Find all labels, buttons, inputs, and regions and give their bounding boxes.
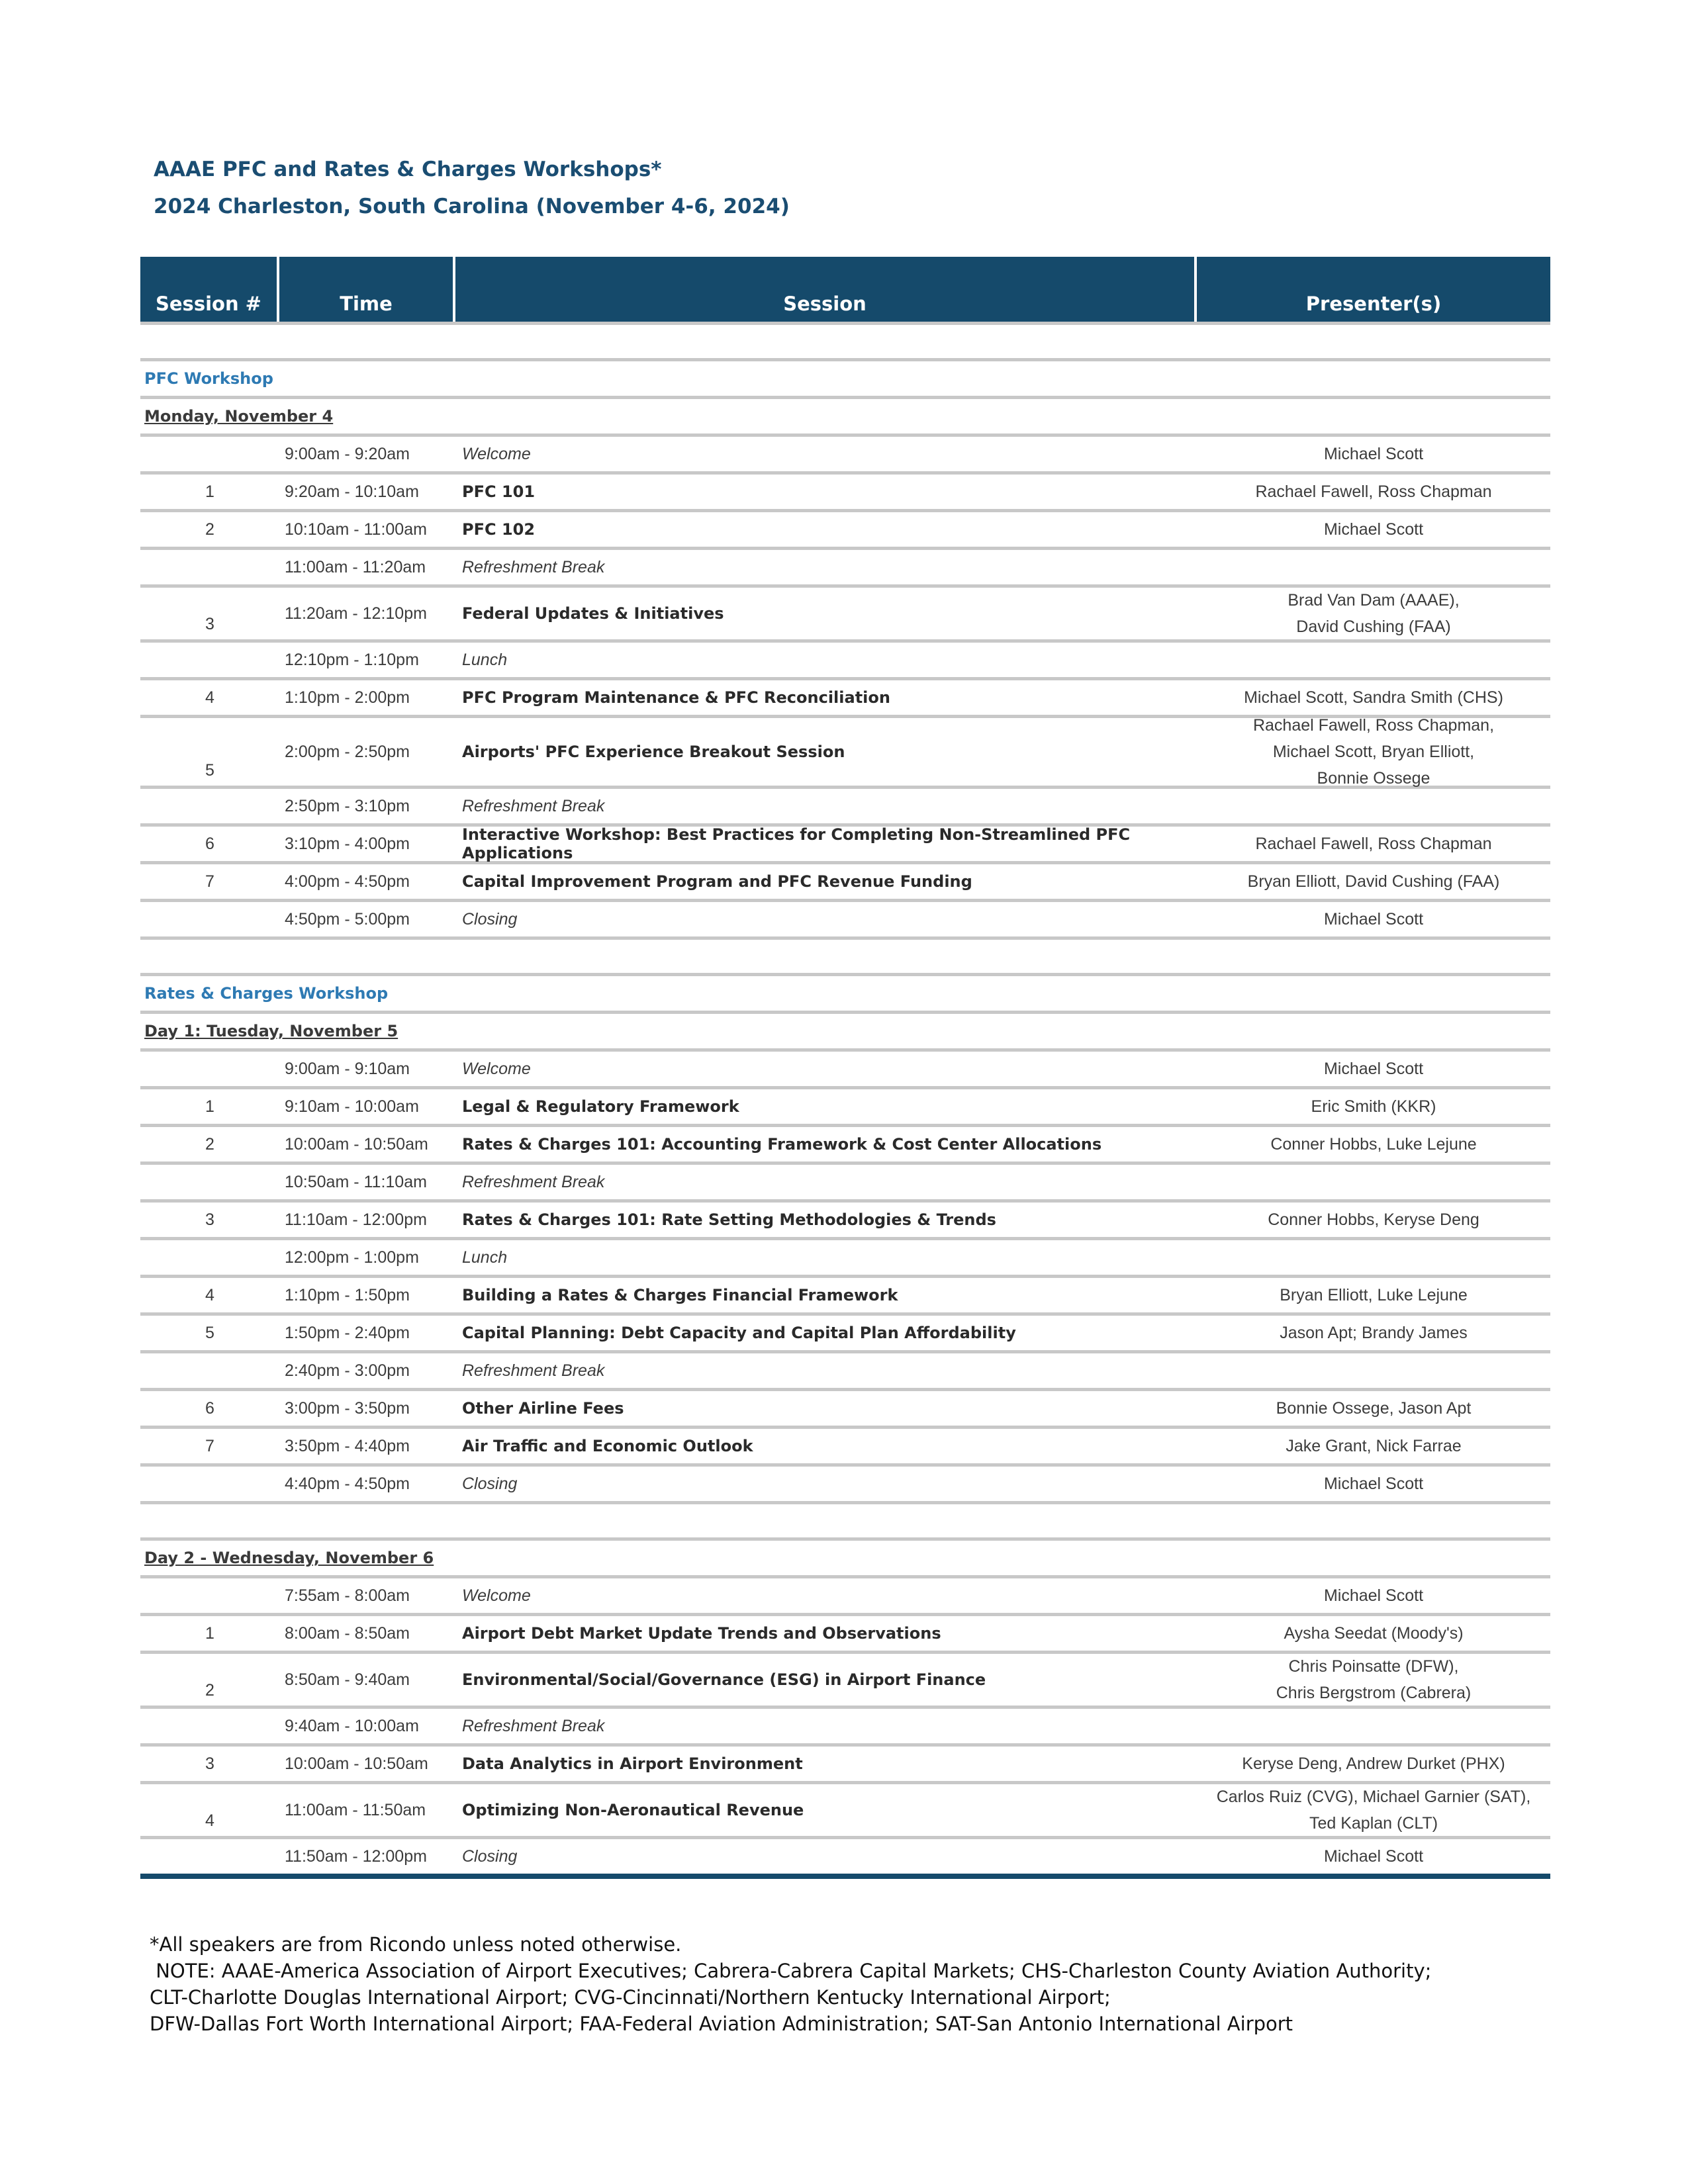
presenter-line: Ted Kaplan (CLT) <box>1309 1814 1438 1833</box>
session-number <box>140 1353 279 1388</box>
session-title: Lunch <box>462 1248 508 1267</box>
table-row <box>140 1839 1550 1879</box>
table-row <box>140 1429 1550 1467</box>
table-row <box>140 1616 1550 1654</box>
presenter-line: Chris Poinsatte (DFW), <box>1288 1657 1459 1676</box>
session-number <box>140 789 279 823</box>
title-line-1: AAAE PFC and Rates & Charges Workshops* <box>154 158 662 181</box>
session-number: 1 <box>205 1097 214 1116</box>
session-presenter <box>1197 1165 1550 1199</box>
table-row <box>140 550 1550 588</box>
session-time: 3:50pm - 4:40pm <box>285 1436 410 1455</box>
table-row <box>140 827 1550 864</box>
session-number: 5 <box>205 761 214 780</box>
session-presenter <box>1197 1353 1550 1388</box>
session-time: 9:00am - 9:20am <box>285 444 410 463</box>
document-title <box>154 151 790 225</box>
session-presenter: Aysha Seedat (Moody's) <box>1284 1624 1464 1643</box>
table-row <box>140 1784 1550 1839</box>
session-title: Legal & Regulatory Framework <box>462 1097 739 1116</box>
session-title: Welcome <box>462 1059 531 1078</box>
session-time: 1:50pm - 2:40pm <box>285 1323 410 1342</box>
table-row <box>140 1089 1550 1127</box>
session-time: 12:10pm - 1:10pm <box>285 650 419 669</box>
table-row <box>140 588 1550 643</box>
session-time: 9:40am - 10:00am <box>285 1716 419 1735</box>
presenter-line: Michael Scott, Bryan Elliott, <box>1272 743 1475 761</box>
session-title: Closing <box>462 1846 518 1866</box>
session-number <box>140 643 279 677</box>
session-time: 4:00pm - 4:50pm <box>285 872 410 891</box>
session-presenter: Michael Scott <box>1323 1475 1424 1493</box>
column-header-presenters: Presenter(s) <box>1305 293 1442 315</box>
session-number: 4 <box>205 1811 214 1830</box>
table-row <box>140 1467 1550 1504</box>
session-time: 9:20am - 10:10am <box>285 482 419 501</box>
session-number: 6 <box>205 1398 214 1418</box>
session-number: 1 <box>205 1623 214 1643</box>
session-number: 5 <box>205 1323 214 1342</box>
table-row <box>140 1353 1550 1391</box>
session-number: 1 <box>205 482 214 501</box>
table-row <box>140 1127 1550 1165</box>
presenter-line: Bonnie Ossege <box>1317 769 1430 788</box>
session-presenter <box>1197 789 1550 823</box>
session-number <box>140 550 279 584</box>
session-number: 2 <box>205 520 214 539</box>
session-presenter <box>1197 1240 1550 1275</box>
table-row <box>140 1165 1550 1203</box>
session-number <box>140 1839 279 1874</box>
session-number <box>140 1052 279 1086</box>
session-time: 2:50pm - 3:10pm <box>285 796 410 815</box>
session-presenter: Michael Scott <box>1323 1586 1424 1605</box>
session-time: 11:00am - 11:20am <box>285 557 426 576</box>
session-time: 2:00pm - 2:50pm <box>285 742 410 761</box>
table-row <box>140 1709 1550 1747</box>
session-number <box>140 437 279 471</box>
table-row <box>140 1278 1550 1316</box>
day-heading-monday: Monday, November 4 <box>140 399 1550 437</box>
session-title: Data Analytics in Airport Environment <box>462 1754 803 1773</box>
session-number: 7 <box>205 1436 214 1455</box>
session-title: Lunch <box>462 650 508 669</box>
session-time: 11:50am - 12:00pm <box>285 1846 427 1866</box>
presenter-line: David Cushing (FAA) <box>1296 617 1451 636</box>
footnote-line: DFW-Dallas Fort Worth International Airport; FAA-Federal Aviation Administration; SAT-San Antonio International Airport <box>150 2013 1293 2035</box>
session-presenter <box>1197 1784 1550 1836</box>
session-presenter: Jake Grant, Nick Farrae <box>1286 1437 1462 1455</box>
table-row <box>140 1578 1550 1616</box>
session-number: 4 <box>205 688 214 707</box>
session-number <box>140 1240 279 1275</box>
session-title: Closing <box>462 1474 518 1493</box>
session-title: Welcome <box>462 1586 531 1605</box>
table-header <box>140 257 1550 325</box>
session-title: PFC 101 <box>462 482 536 501</box>
session-time: 10:00am - 10:50am <box>285 1754 428 1773</box>
session-presenter: Michael Scott <box>1323 520 1424 539</box>
session-title: Rates & Charges 101: Rate Setting Methodologies & Trends <box>462 1210 996 1229</box>
session-title: Welcome <box>462 444 531 463</box>
session-presenter: Conner Hobbs, Luke Lejune <box>1270 1135 1477 1154</box>
session-presenter: Rachael Fawell, Ross Chapman <box>1255 835 1492 853</box>
session-title: Refreshment Break <box>462 1172 605 1191</box>
session-time: 3:10pm - 4:00pm <box>285 834 410 853</box>
session-time: 8:00am - 8:50am <box>285 1623 410 1643</box>
table-row <box>140 437 1550 475</box>
session-title: Closing <box>462 909 518 929</box>
footnotes <box>150 1931 1431 2037</box>
session-time: 2:40pm - 3:00pm <box>285 1361 410 1380</box>
title-line-2: 2024 Charleston, South Carolina (November 4-6, 2024) <box>154 195 790 218</box>
table-row <box>140 864 1550 902</box>
session-number <box>140 1467 279 1501</box>
session-title: PFC Program Maintenance & PFC Reconciliation <box>462 688 890 707</box>
table-row <box>140 1240 1550 1278</box>
session-presenter: Bryan Elliott, Luke Lejune <box>1280 1286 1468 1304</box>
table-row <box>140 1391 1550 1429</box>
column-header-session-number: Session # <box>140 257 279 322</box>
session-title: Capital Improvement Program and PFC Revenue Funding <box>462 872 972 891</box>
session-title: Air Traffic and Economic Outlook <box>462 1437 753 1455</box>
session-presenter <box>1197 588 1550 639</box>
session-time: 11:20am - 12:10pm <box>285 604 427 623</box>
session-title: PFC 102 <box>462 520 536 539</box>
table-row <box>140 1654 1550 1709</box>
day-heading-tuesday: Day 1: Tuesday, November 5 <box>140 1014 1550 1052</box>
session-time: 3:00pm - 3:50pm <box>285 1398 410 1418</box>
schedule-table <box>140 257 1550 1879</box>
spacer-row <box>140 940 1550 976</box>
session-number: 2 <box>205 1681 214 1700</box>
session-time: 7:55am - 8:00am <box>285 1586 410 1605</box>
session-title: Airport Debt Market Update Trends and Observations <box>462 1624 941 1643</box>
session-time: 10:10am - 11:00am <box>285 520 427 539</box>
session-time: 8:50am - 9:40am <box>285 1670 410 1689</box>
session-number <box>140 1165 279 1199</box>
column-header-session: Session <box>455 257 1197 322</box>
section-heading-rates-charges: Rates & Charges Workshop <box>140 976 1550 1014</box>
session-time: 10:50am - 11:10am <box>285 1172 427 1191</box>
session-presenter <box>1197 1654 1550 1706</box>
session-title: Refreshment Break <box>462 1716 605 1735</box>
session-number: 4 <box>205 1285 214 1304</box>
table-row <box>140 643 1550 680</box>
session-title: Other Airline Fees <box>462 1399 624 1418</box>
table-row <box>140 1052 1550 1089</box>
session-title: Building a Rates & Charges Financial Framework <box>462 1286 898 1304</box>
session-presenter: Bryan Elliott, David Cushing (FAA) <box>1247 872 1500 891</box>
session-presenter: Rachael Fawell, Ross Chapman <box>1255 482 1492 501</box>
session-number: 6 <box>205 834 214 853</box>
session-presenter: Conner Hobbs, Keryse Deng <box>1268 1210 1479 1229</box>
table-row <box>140 718 1550 789</box>
section-heading-pfc: PFC Workshop <box>140 361 1550 399</box>
session-presenter <box>1197 550 1550 584</box>
session-title: Environmental/Social/Governance (ESG) in Airport Finance <box>462 1670 986 1689</box>
session-number: 2 <box>205 1134 214 1154</box>
session-title: Refreshment Break <box>462 1361 605 1380</box>
session-number: 7 <box>205 872 214 891</box>
footnote-line: NOTE: AAAE-America Association of Airport Executives; Cabrera-Cabrera Capital Markets; CHS-Charleston County Aviation Authority; <box>150 1960 1432 1982</box>
session-presenter <box>1197 643 1550 677</box>
presenter-line: Carlos Ruiz (CVG), Michael Garnier (SAT), <box>1216 1788 1531 1806</box>
session-title: Federal Updates & Initiatives <box>462 604 724 623</box>
presenter-line: Brad Van Dam (AAAE), <box>1288 591 1460 610</box>
table-row <box>140 512 1550 550</box>
footnote-line: *All speakers are from Ricondo unless noted otherwise. <box>150 1933 682 1956</box>
session-time: 11:00am - 11:50am <box>285 1800 426 1819</box>
session-time: 11:10am - 12:00pm <box>285 1210 427 1229</box>
session-title: Capital Planning: Debt Capacity and Capital Plan Affordability <box>462 1324 1016 1342</box>
session-presenter: Michael Scott <box>1323 1060 1424 1078</box>
session-title: Refreshment Break <box>462 796 605 815</box>
presenter-line: Chris Bergstrom (Cabrera) <box>1276 1684 1472 1702</box>
session-presenter: Jason Apt; Brandy James <box>1280 1324 1468 1342</box>
session-time: 12:00pm - 1:00pm <box>285 1248 419 1267</box>
session-title: Interactive Workshop: Best Practices for Completing Non-Streamlined PFC Applications <box>462 825 1131 862</box>
session-title: Airports' PFC Experience Breakout Session <box>462 743 845 761</box>
session-time: 4:50pm - 5:00pm <box>285 909 410 929</box>
session-time: 9:00am - 9:10am <box>285 1059 410 1078</box>
session-number: 3 <box>205 1210 214 1229</box>
session-presenter: Michael Scott <box>1323 910 1424 929</box>
table-row <box>140 475 1550 512</box>
session-presenter: Keryse Deng, Andrew Durket (PHX) <box>1242 1754 1505 1773</box>
session-presenter: Michael Scott <box>1323 1847 1424 1866</box>
session-time: 4:40pm - 4:50pm <box>285 1474 410 1493</box>
session-number <box>140 1578 279 1613</box>
session-time: 10:00am - 10:50am <box>285 1134 428 1154</box>
session-presenter: Michael Scott, Sandra Smith (CHS) <box>1244 688 1503 707</box>
session-time: 1:10pm - 2:00pm <box>285 688 410 707</box>
footnote-line: CLT-Charlotte Douglas International Airport; CVG-Cincinnati/Northern Kentucky International Airport; <box>150 1986 1111 2009</box>
session-presenter <box>1197 718 1550 786</box>
session-time: 1:10pm - 1:50pm <box>285 1285 410 1304</box>
session-time: 9:10am - 10:00am <box>285 1097 419 1116</box>
session-title: Rates & Charges 101: Accounting Framework & Cost Center Allocations <box>462 1135 1102 1154</box>
session-number <box>140 902 279 936</box>
session-presenter: Eric Smith (KKR) <box>1311 1097 1436 1116</box>
session-number: 3 <box>205 1754 214 1773</box>
spacer-row <box>140 325 1550 361</box>
column-header-time: Time <box>279 257 455 322</box>
session-presenter: Bonnie Ossege, Jason Apt <box>1276 1399 1472 1418</box>
session-number: 3 <box>205 615 214 633</box>
presenter-line: Rachael Fawell, Ross Chapman, <box>1252 716 1495 735</box>
table-row <box>140 1316 1550 1353</box>
session-number <box>140 1709 279 1743</box>
table-row <box>140 789 1550 827</box>
session-title: Refreshment Break <box>462 557 605 576</box>
spacer-row <box>140 1504 1550 1541</box>
table-row <box>140 1747 1550 1784</box>
table-row <box>140 902 1550 940</box>
day-heading-wednesday: Day 2 - Wednesday, November 6 <box>140 1541 1550 1578</box>
session-presenter: Michael Scott <box>1323 445 1424 463</box>
table-row <box>140 1203 1550 1240</box>
session-presenter <box>1197 1709 1550 1743</box>
session-title: Optimizing Non-Aeronautical Revenue <box>462 1801 804 1819</box>
